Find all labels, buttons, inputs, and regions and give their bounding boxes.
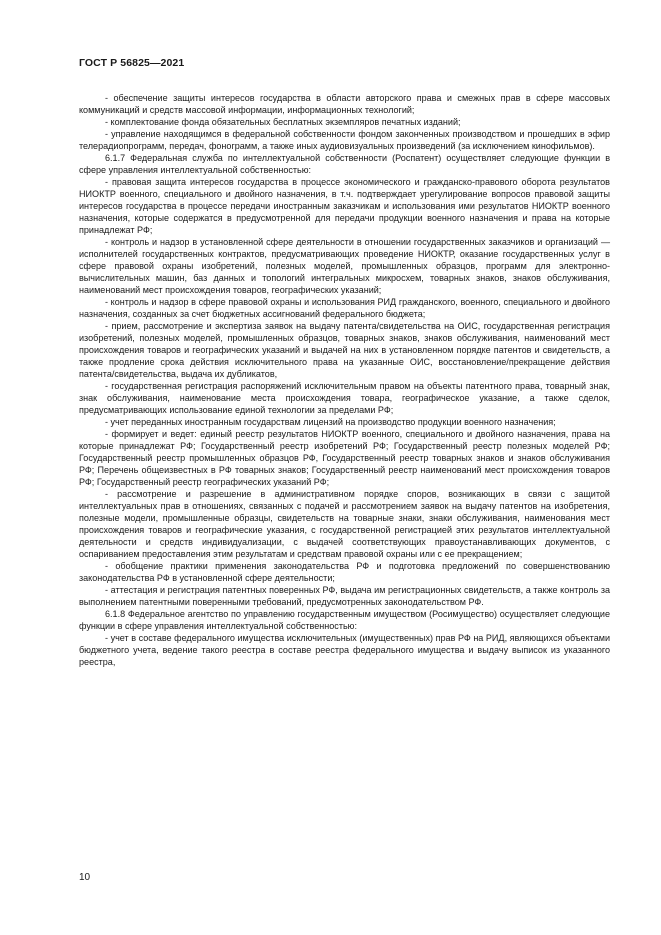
paragraph: - рассмотрение и разрешение в административном порядке споров, возникающих в связи с защитой интеллектуальных прав в отношениях, связанных с подачей и рассмотрением заявок на выдачу патентов на изобретения, полезные модели, промышленные образцы, свидетельств на товарные знаки, знаки обслуживания, наименования мест происхождения товаров и географические указания, с государственной регистрацией этих результатов интеллектуальной деятельности и средств индивидуализации, с выдачей соответствующих правоустанавливающих документов, с оспариванием предоставления этим результатам и средствам правовой охраны или с ее прекращением; xyxy=(79,489,610,559)
paragraph: - контроль и надзор в установленной сфере деятельности в отношении государственных заказчиков и организаций — исполнителей государственных контрактов, предусматривающих проведение НИОКТР, оказание государственных услуг в сфере правовой охраны изобретений, полезных моделей, промышленных образцов, программ для электронно-вычислительных машин, баз данных и топологий интегральных микросхем, товарных знаков, знаков обслуживания, наименований мест происхождения товаров, географических указаний; xyxy=(79,237,610,295)
paragraph: - комплектование фонда обязательных бесплатных экземпляров печатных изданий; xyxy=(105,117,461,127)
page-number: 10 xyxy=(79,872,91,883)
paragraph: - учет переданных иностранным государствам лицензий на производство продукции военного назначения; xyxy=(105,417,556,427)
paragraph: - управление находящимся в федеральной собственности фондом законченных производством и прошедших в эфир телерадиопрограмм, передач, фонограмм, а также иных аудиовизуальных произведений (за исключением кинофильмов). xyxy=(79,129,610,151)
paragraph: - прием, рассмотрение и экспертиза заявок на выдачу патента/свидетельства на ОИС, государственная регистрация изобретений, полезных моделей, промышленных образцов, товарных знаков, знаков обслуживания, наименований мест происхождения товаров и географических указаний и выдачей на них в установленном порядке патентов и свидетельств, а также продление срока действия исключительного права на указанные ОИС, восстановление/прекращение действия патента/свидетельства, выдача их дубликатов, xyxy=(79,321,610,379)
paragraph: 6.1.7 Федеральная служба по интеллектуальной собственности (Роспатент) осуществляет следующие функции в сфере управления интеллектуальной собственностью: xyxy=(79,153,610,175)
paragraph: - правовая защита интересов государства в процессе экономического и гражданско-правового оборота результатов НИОКТР военного, специального и двойного назначения, в т.ч. подтверждает урегулирование вопросов правовой защиты интересов государства в процессе передачи иностранным заказчикам и использования ими результатов НИОКТР военного назначения, которые содержатся в предусмотренной для передачи продукции военного назначения и права на которые принадлежат РФ; xyxy=(79,177,610,235)
paragraph: - обобщение практики применения законодательства РФ и подготовка предложений по совершенствованию законодательства РФ в установленной сфере деятельности; xyxy=(79,561,610,583)
paragraph: - государственная регистрация распоряжений исключительным правом на объекты патентного права, товарный знак, знак обслуживания, наименование места происхождения товара, географическое указание, а также сделок, предусматривающих использование единой технологии за пределами РФ; xyxy=(79,381,610,415)
paragraph: 6.1.8 Федеральное агентство по управлению государственным имуществом (Росимущество) осуществляет следующие функции в сфере управления интеллектуальной собственностью: xyxy=(79,609,610,631)
paragraph: - аттестация и регистрация патентных поверенных РФ, выдача им регистрационных свидетельств, а также контроль за выполнением патентными поверенными требований, предусмотренных законодательством РФ. xyxy=(79,585,610,607)
document-body xyxy=(79,92,610,668)
paragraph: - учет в составе федерального имущества исключительных (имущественных) прав РФ на РИД, являющихся объектами бюджетного учета, ведение такого реестра в составе реестра федерального имущества и выдачу выписок из указанного реестра, xyxy=(79,633,610,667)
document-header: ГОСТ Р 56825—2021 xyxy=(79,57,185,69)
paragraph: - обеспечение защиты интересов государства в области авторского права и смежных прав в сфере массовых коммуникаций и средств массовой информации, информационных технологий; xyxy=(79,93,610,115)
paragraph: - контроль и надзор в сфере правовой охраны и использования РИД гражданского, военного, специального и двойного назначения, созданных за счет бюджетных ассигнований федерального бюджета; xyxy=(79,297,610,319)
paragraph: - формирует и ведет: единый реестр результатов НИОКТР военного, специального и двойного назначения, права на которые принадлежат РФ; Государственный реестр изобретений РФ; Государственный реестр полезных моделей РФ; Государственный реестр промышленных образцов РФ, Государственный реестр товарных знаков и знаков обслуживания РФ; Перечень общеизвестных в РФ товарных знаков; Государственный реестр наименований мест происхождения товаров РФ; Государственный реестр географических указаний РФ; xyxy=(79,429,610,487)
